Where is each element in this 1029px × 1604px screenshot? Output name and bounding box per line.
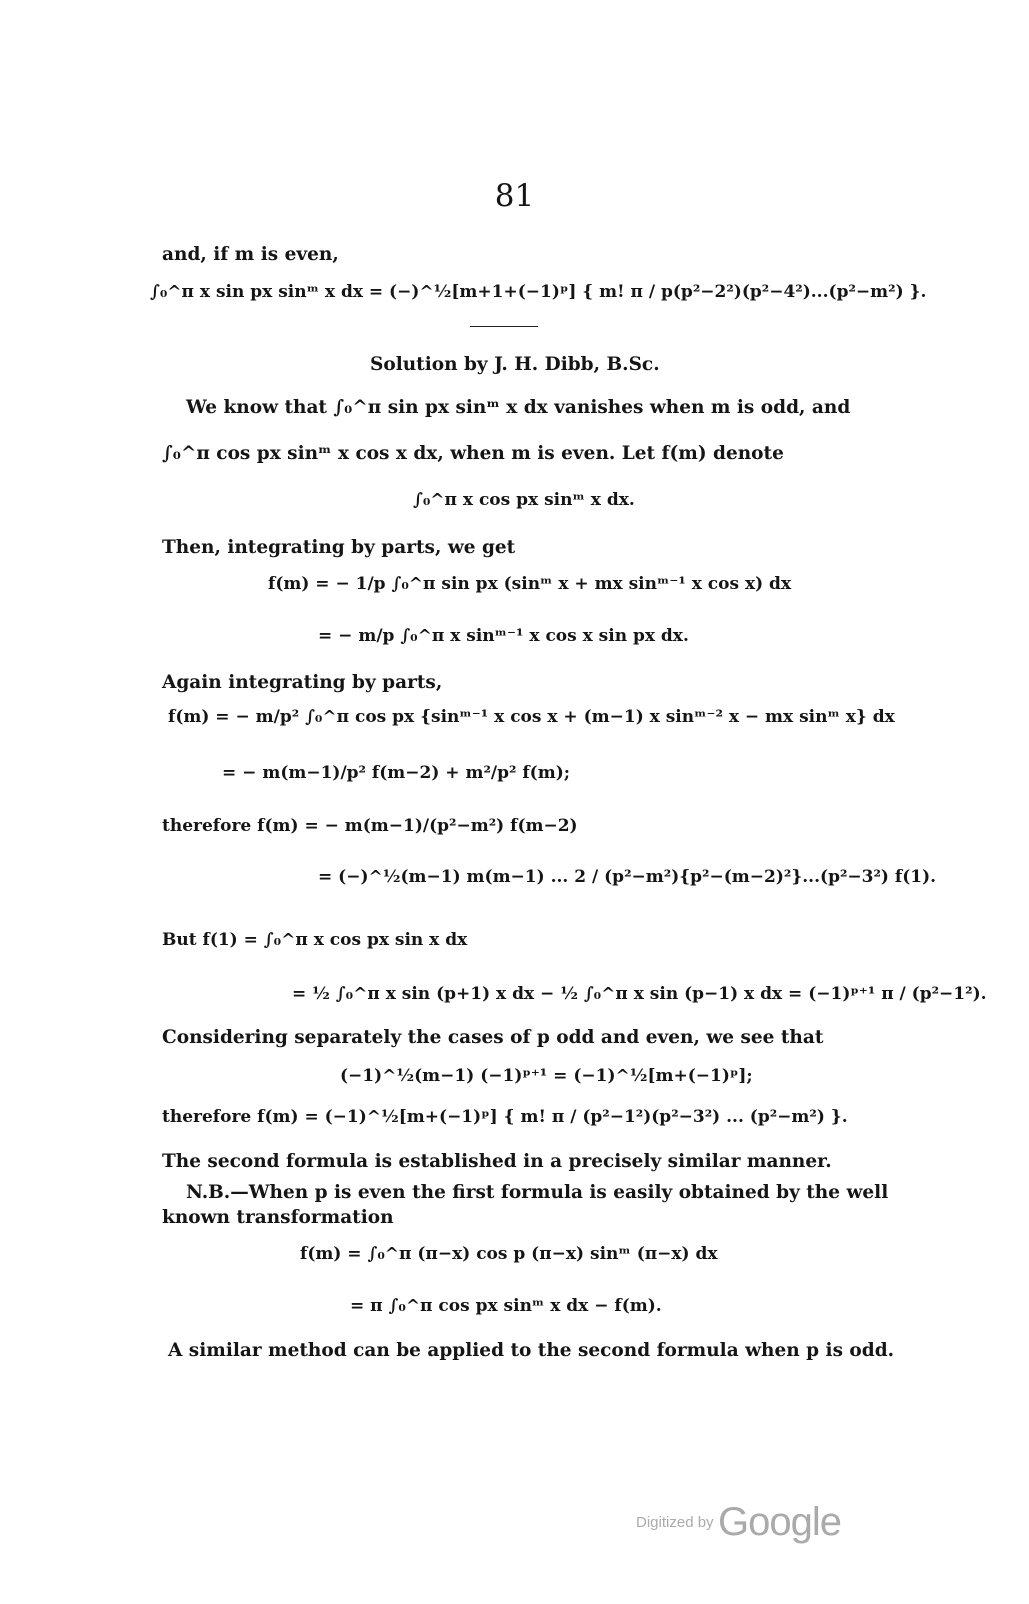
equation: = π ∫₀^π cos px sinᵐ x dx − f(m). xyxy=(350,1296,662,1316)
equation: = ½ ∫₀^π x sin (p+1) x dx − ½ ∫₀^π x sin (p−1) x dx = (−1)ᵖ⁺¹ π / (p²−1²). xyxy=(292,984,987,1004)
equation: = − m/p ∫₀^π x sinᵐ⁻¹ x cos x sin px dx. xyxy=(318,626,689,646)
equation: f(m) = − m/p² ∫₀^π cos px {sinᵐ⁻¹ x cos x + (m−1) x sinᵐ⁻² x − mx sinᵐ x} dx xyxy=(168,707,895,727)
equation: therefore f(m) = (−1)^½[m+(−1)ᵖ] { m! π / (p²−1²)(p²−3²) ... (p²−m²) }. xyxy=(162,1107,848,1127)
text-line: Considering separately the cases of p odd and even, we see that xyxy=(162,1027,824,1048)
equation: (−1)^½(m−1) (−1)ᵖ⁺¹ = (−1)^½[m+(−1)ᵖ]; xyxy=(340,1066,753,1086)
text-line: We know that ∫₀^π sin px sinᵐ x dx vanishes when m is odd, and xyxy=(186,397,851,418)
equation: But f(1) = ∫₀^π x cos px sin x dx xyxy=(162,930,468,950)
google-logo: Google xyxy=(718,1500,841,1544)
text-line: and, if m is even, xyxy=(162,244,339,265)
solution-heading: Solution by J. H. Dibb, B.Sc. xyxy=(370,354,660,375)
text-line: Again integrating by parts, xyxy=(162,672,443,693)
page-number: 81 xyxy=(494,178,535,214)
equation: therefore f(m) = − m(m−1)/(p²−m²) f(m−2) xyxy=(162,816,578,836)
equation: = (−)^½(m−1) m(m−1) ... 2 / (p²−m²){p²−(m−2)²}...(p²−3²) f(1). xyxy=(318,867,937,887)
text-line: known transformation xyxy=(162,1207,394,1228)
watermark-prefix: Digitized by xyxy=(636,1514,714,1531)
equation: f(m) = ∫₀^π (π−x) cos p (π−x) sinᵐ (π−x) dx xyxy=(300,1244,718,1264)
digitized-watermark xyxy=(636,1500,841,1545)
equation: ∫₀^π x sin px sinᵐ x dx = (−)^½[m+1+(−1)ᵖ] { m! π / p(p²−2²)(p²−4²)...(p²−m²) }. xyxy=(150,282,927,302)
text-line: N.B.—When p is even the first formula is easily obtained by the well xyxy=(186,1182,889,1203)
equation: ∫₀^π x cos px sinᵐ x dx. xyxy=(413,490,635,510)
equation: f(m) = − 1/p ∫₀^π sin px (sinᵐ x + mx sinᵐ⁻¹ x cos x) dx xyxy=(268,574,792,594)
text-line: ∫₀^π cos px sinᵐ x cos x dx, when m is even. Let f(m) denote xyxy=(162,443,784,464)
equation: = − m(m−1)/p² f(m−2) + m²/p² f(m); xyxy=(222,763,571,783)
text-line: Then, integrating by parts, we get xyxy=(162,537,516,558)
section-divider xyxy=(470,326,538,327)
text-line: The second formula is established in a precisely similar manner. xyxy=(162,1151,832,1172)
text-line: A similar method can be applied to the second formula when p is odd. xyxy=(168,1340,895,1361)
